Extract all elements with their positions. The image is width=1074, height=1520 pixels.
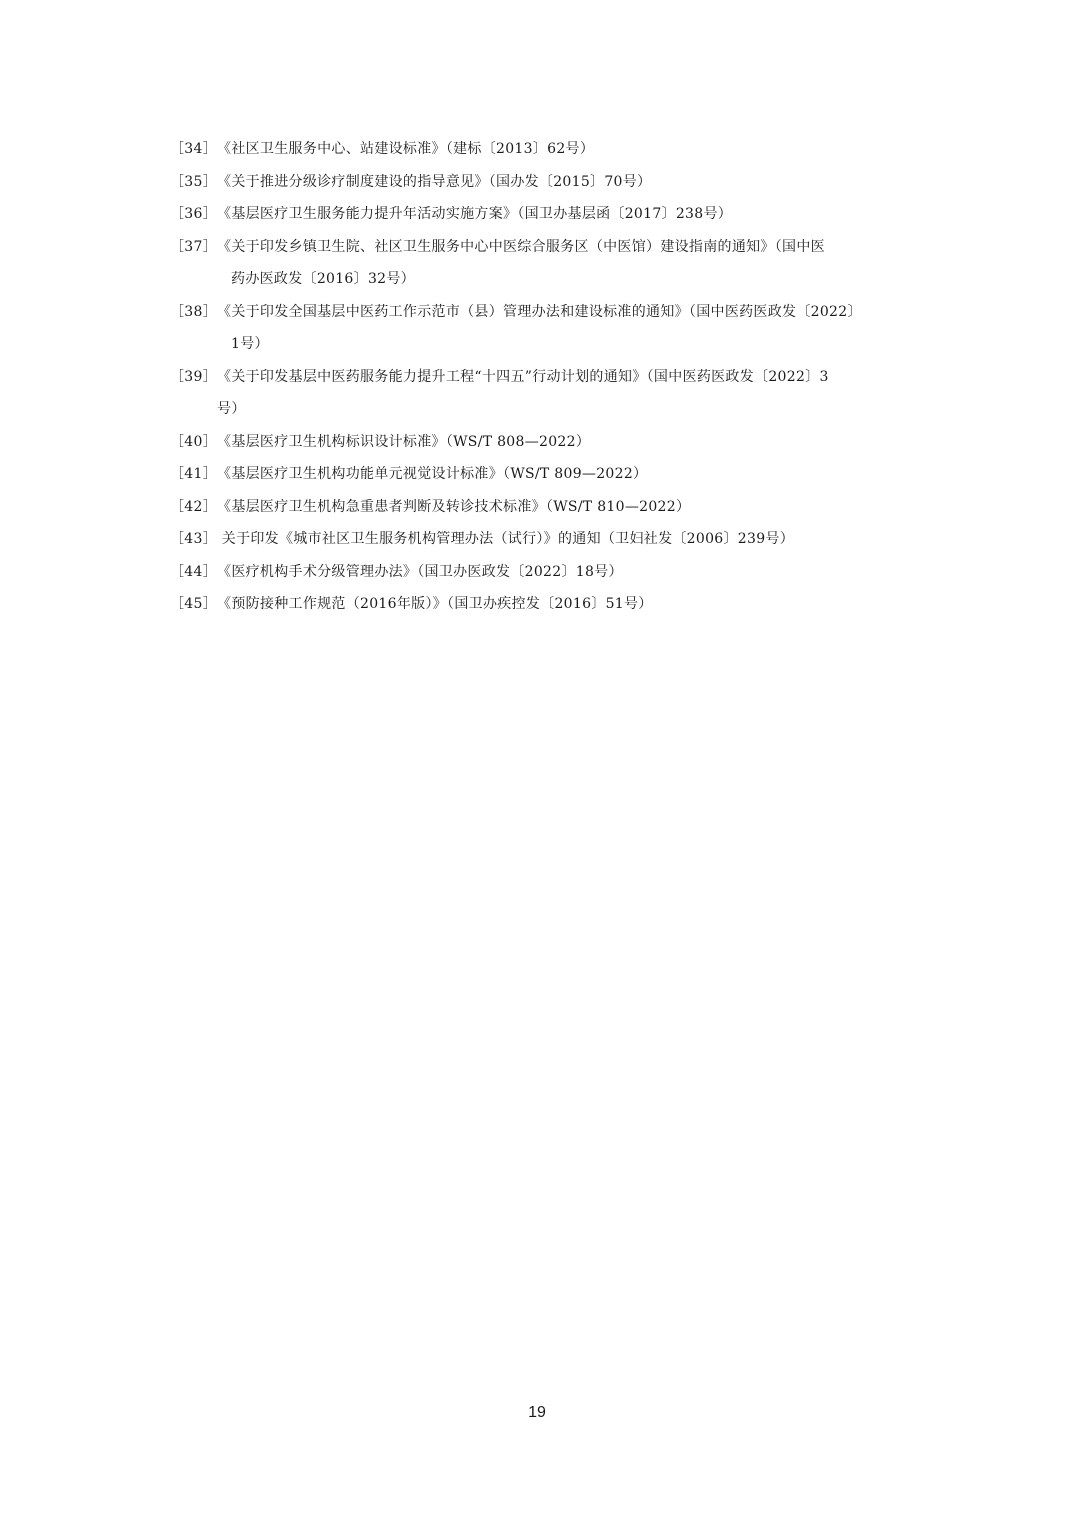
reference-item bbox=[170, 231, 930, 296]
reference-line: 《基层医疗卫生服务能力提升年活动实施方案》（国卫办基层函〔2017〕238号） bbox=[217, 206, 733, 222]
reference-line-continued: 号） bbox=[217, 401, 246, 417]
reference-text bbox=[217, 588, 930, 621]
reference-line-continued: 1号） bbox=[231, 336, 269, 352]
reference-item bbox=[170, 523, 930, 556]
reference-item bbox=[170, 556, 930, 589]
reference-item bbox=[170, 133, 930, 166]
reference-line: 《关于印发基层中医药服务能力提升工程“十四五”行动计划的通知》（国中医药医政发〔2022〕3 bbox=[217, 368, 829, 385]
reference-line: 《关于印发全国基层中医药工作示范市（县）管理办法和建设标准的通知》（国中医药医政发〔2022〕 bbox=[217, 303, 862, 320]
reference-list bbox=[170, 133, 930, 621]
reference-number: ［43］ bbox=[170, 531, 218, 547]
reference-item bbox=[170, 296, 930, 361]
reference-number: ［42］ bbox=[170, 498, 218, 515]
reference-line: 《医疗机构手术分级管理办法》（国卫办医政发〔2022〕18号） bbox=[217, 563, 623, 580]
reference-text bbox=[217, 556, 930, 589]
reference-text bbox=[217, 523, 930, 556]
reference-line: 《关于推进分级诊疗制度建设的指导意见》（国办发〔2015〕70号） bbox=[217, 173, 652, 190]
reference-item bbox=[170, 361, 930, 426]
reference-line: 《基层医疗卫生机构功能单元视觉设计标准》（WS/T 809—2022） bbox=[217, 466, 648, 482]
reference-number: ［45］ bbox=[170, 596, 218, 612]
reference-number: ［38］ bbox=[170, 303, 218, 320]
reference-text bbox=[217, 426, 930, 459]
page-number: 19 bbox=[528, 1404, 546, 1421]
reference-item bbox=[170, 458, 930, 491]
reference-item bbox=[170, 491, 930, 524]
reference-text bbox=[217, 491, 930, 524]
reference-text bbox=[217, 198, 930, 231]
reference-item bbox=[170, 426, 930, 459]
reference-number: ［41］ bbox=[170, 466, 218, 482]
reference-number: ［39］ bbox=[170, 368, 218, 385]
reference-text bbox=[217, 458, 930, 491]
reference-line: 《基层医疗卫生机构标识设计标准》（WS/T 808—2022） bbox=[217, 433, 591, 450]
reference-text bbox=[217, 133, 930, 166]
reference-number: ［34］ bbox=[170, 141, 218, 157]
reference-item bbox=[170, 198, 930, 231]
reference-number: ［40］ bbox=[170, 433, 218, 450]
reference-number: ［35］ bbox=[170, 173, 218, 190]
reference-number: ［37］ bbox=[170, 238, 218, 255]
reference-line: 《基层医疗卫生机构急重患者判断及转诊技术标准》（WS/T 810—2022） bbox=[217, 498, 691, 515]
reference-text bbox=[217, 231, 930, 296]
reference-line: 《关于印发乡镇卫生院、社区卫生服务中心中医综合服务区（中医馆）建设指南的通知》（国中医 bbox=[217, 238, 825, 255]
reference-number: ［44］ bbox=[170, 563, 218, 580]
reference-number: ［36］ bbox=[170, 206, 218, 222]
reference-line: 《社区卫生服务中心、站建设标准》（建标〔2013〕62号） bbox=[217, 141, 595, 157]
reference-text bbox=[217, 296, 930, 361]
reference-line: 《预防接种工作规范（2016年版）》（国卫办疾控发〔2016〕51号） bbox=[217, 596, 653, 612]
reference-item bbox=[170, 166, 930, 199]
reference-text bbox=[217, 166, 930, 199]
reference-line-continued: 药办医政发〔2016〕32号） bbox=[231, 271, 415, 287]
reference-line: 关于印发《城市社区卫生服务机构管理办法（试行）》的通知（卫妇社发〔2006〕239号） bbox=[217, 531, 795, 547]
reference-item bbox=[170, 588, 930, 621]
reference-text bbox=[217, 361, 930, 426]
